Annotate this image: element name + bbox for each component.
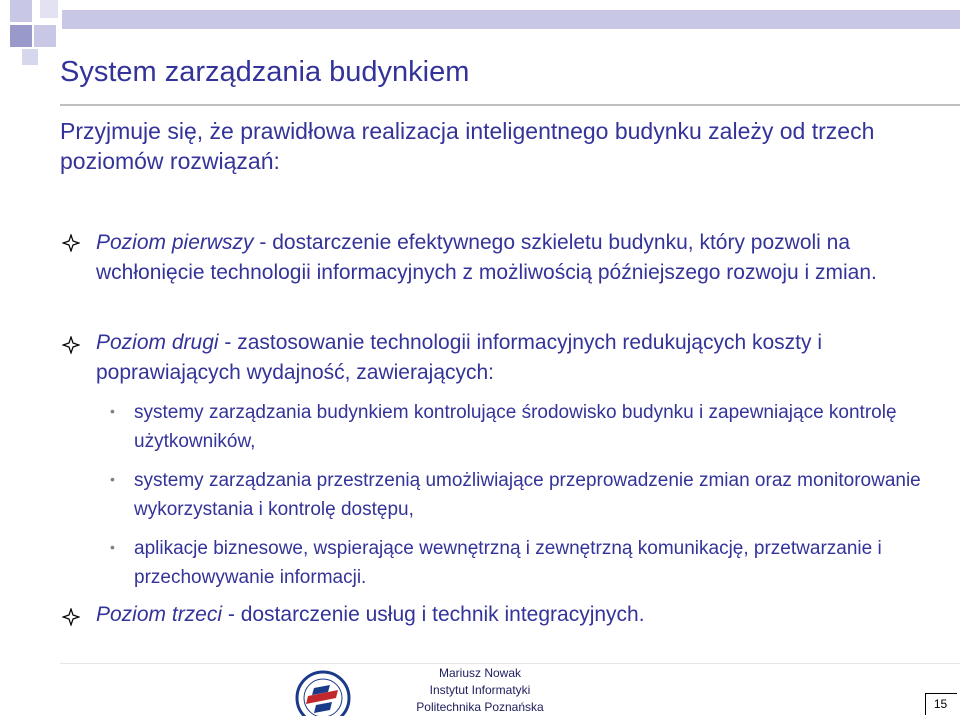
footer-university: Politechnika Poznańska — [416, 700, 544, 714]
level-2-text: - zastosowanie technologii informacyjnych redukujących koszty i poprawiających wydajność, zawierających: — [96, 331, 823, 384]
footer-credits — [410, 665, 550, 716]
level-3-lead: Poziom trzeci — [96, 603, 223, 626]
page-number: 15 — [933, 697, 948, 711]
header-bar — [62, 10, 960, 29]
level-1-text: - dostarczenie efektywnego szkieletu budynku, który pozwoli na wchłonięcie technologii informacyjnych z możliwością późniejszego rozwoju i zmian. — [96, 231, 877, 284]
level-1-item — [96, 228, 926, 288]
title-divider — [60, 104, 960, 106]
sub-item: systemy zarządzania przestrzenią umożliwiające przeprowadzenie zmian oraz monitorowanie wykorzystania i kontrolę dostępu, — [134, 470, 921, 520]
level-2-item — [96, 328, 926, 388]
footer-institute: Instytut Informatyki — [429, 683, 531, 697]
level-2-lead: Poziom drugi — [96, 331, 219, 354]
sub-bullet-icon: • — [110, 471, 115, 487]
footer-divider — [60, 663, 960, 664]
level-1-lead: Poziom pierwszy — [96, 231, 254, 254]
intro-text: Przyjmuje się, że prawidłowa realizacja inteligentnego budynku zależy od trzech poziomów rozwiązań: — [60, 118, 875, 174]
diamond-bullet-icon — [62, 234, 80, 252]
decor-square — [10, 25, 32, 47]
diamond-bullet-icon — [62, 336, 80, 354]
decor-square — [10, 0, 32, 22]
sub-item: systemy zarządzania budynkiem kontrolujące środowisko budynku i zapewniające kontrolę użytkowników, — [134, 402, 897, 452]
sub-bullet-icon: • — [110, 403, 115, 419]
footer-author: Mariusz Nowak — [438, 666, 522, 680]
sub-bullet-icon: • — [110, 539, 115, 555]
decor-square — [40, 0, 58, 18]
level-3-text: - dostarczenie usług i technik integracyjnych. — [222, 603, 645, 626]
university-logo-icon — [292, 668, 354, 716]
level-3-item — [96, 600, 926, 630]
decor-square — [22, 49, 38, 65]
decor-square — [34, 25, 56, 47]
sub-item: aplikacje biznesowe, wspierające wewnętrzną i zewnętrzną komunikację, przetwarzanie i przechowywanie informacji. — [134, 538, 882, 588]
slide-title: System zarządzania budynkiem — [60, 56, 470, 88]
diamond-bullet-icon — [62, 608, 80, 626]
